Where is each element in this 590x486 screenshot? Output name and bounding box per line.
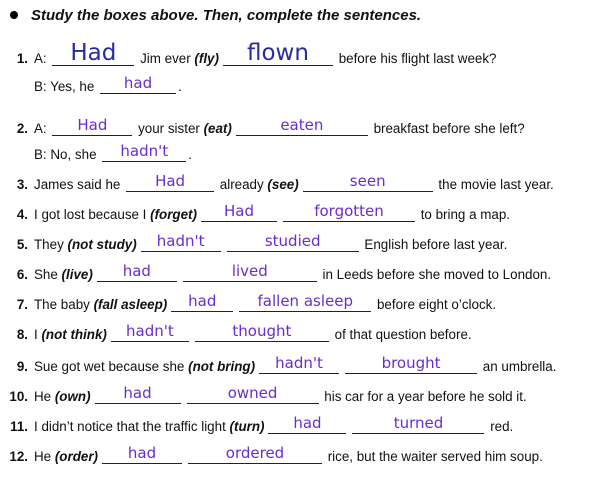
verb-hint: (not study) — [67, 237, 137, 252]
exercise-5 — [8, 232, 584, 252]
item-number: 1. — [16, 51, 28, 66]
exercise-12 — [8, 444, 584, 464]
answer-text: seen — [349, 172, 386, 190]
answer-blank[interactable] — [171, 292, 233, 312]
answer-blank[interactable] — [352, 414, 484, 434]
answer-blank[interactable] — [236, 116, 368, 136]
answer-text: Had — [70, 40, 117, 66]
answer-blank[interactable] — [102, 444, 182, 464]
answer-blank[interactable] — [102, 142, 186, 162]
sentence-text: to bring a map. — [416, 207, 511, 222]
verb-hint: (order) — [54, 449, 98, 464]
sentence-text: red. — [486, 419, 514, 434]
verb-hint: (see) — [267, 177, 299, 192]
answer-blank[interactable] — [345, 354, 477, 374]
answer-blank[interactable] — [201, 202, 277, 222]
answer-text: Had — [223, 202, 254, 220]
answer-text: flown — [246, 40, 309, 66]
item-number: 2. — [16, 121, 28, 136]
answer-blank[interactable] — [95, 384, 181, 404]
answer-text: Had — [155, 172, 186, 190]
sentence-text: . — [188, 147, 192, 162]
sentence-text: The baby — [34, 297, 94, 312]
answer-blank[interactable] — [239, 292, 371, 312]
sentence-text: James said he — [34, 177, 125, 192]
answer-blank[interactable] — [188, 444, 322, 464]
answer-text: owned — [227, 384, 278, 402]
item-number: 4. — [16, 207, 28, 222]
answer-text: fallen asleep — [257, 292, 353, 310]
answer-text: had — [123, 74, 153, 92]
answer-blank[interactable] — [259, 354, 339, 374]
answer-text: had — [188, 292, 217, 310]
bullet-icon — [10, 11, 18, 19]
answer-text: forgotten — [314, 202, 384, 220]
answer-text: studied — [264, 232, 321, 250]
exercise-10 — [8, 384, 584, 404]
verb-hint: (not think) — [41, 327, 107, 342]
item-number: 9. — [16, 359, 28, 374]
sentence-text: I got lost because I — [34, 207, 151, 222]
answer-text: ordered — [225, 444, 285, 462]
item-number: 8. — [16, 327, 28, 342]
sentence-text: his car for a year before he sold it. — [320, 389, 527, 404]
sentence-text: the movie last year. — [434, 177, 554, 192]
instruction-text: Study the boxes above. Then, complete the sentences. — [31, 6, 422, 24]
item-number: 7. — [16, 297, 28, 312]
answer-text: lived — [231, 262, 268, 280]
answer-blank[interactable] — [111, 322, 189, 342]
exercise-7 — [8, 292, 584, 312]
item-number: 6. — [16, 267, 28, 282]
sentence-text: I didn’t notice that the traffic light — [34, 419, 230, 434]
answer-text: hadn't — [126, 322, 174, 340]
exercise-8 — [8, 322, 584, 342]
answer-blank[interactable] — [223, 40, 333, 66]
item-number: 10. — [9, 389, 28, 404]
sentence-text: Jim ever — [136, 51, 195, 66]
sentence-text: English before last year. — [360, 237, 508, 252]
exercise-1a — [8, 40, 584, 66]
exercise-1b — [8, 74, 584, 94]
verb-hint: (eat) — [203, 121, 232, 136]
answer-text: Had — [77, 116, 108, 134]
exercise-4 — [8, 202, 584, 222]
answer-blank[interactable] — [126, 172, 214, 192]
answer-text: had — [122, 262, 151, 280]
sentence-text: He — [34, 449, 55, 464]
answer-text: eaten — [280, 116, 324, 134]
answer-text: hadn't — [156, 232, 205, 250]
answer-blank[interactable] — [227, 232, 359, 252]
verb-hint: (fly) — [194, 51, 219, 66]
answer-text: brought — [381, 354, 441, 372]
answer-blank[interactable] — [283, 202, 415, 222]
verb-hint: (own) — [54, 389, 91, 404]
answer-blank[interactable] — [195, 322, 329, 342]
answer-blank[interactable] — [52, 116, 132, 136]
sentence-text: rice, but the waiter served him soup. — [324, 449, 543, 464]
speaker-a: A: — [34, 51, 51, 66]
answer-text: had — [127, 444, 157, 462]
answer-blank[interactable] — [187, 384, 319, 404]
sentence-text: in Leeds before she moved to London. — [318, 267, 552, 282]
answer-text: hadn't — [120, 142, 169, 160]
speaker-b: B: Yes, he — [34, 79, 99, 94]
exercise-9 — [8, 354, 584, 374]
exercise-2a — [8, 116, 584, 136]
answer-blank[interactable] — [100, 74, 176, 94]
answer-text: had — [123, 384, 152, 402]
sentence-text: I — [34, 327, 42, 342]
item-number: 11. — [10, 419, 28, 434]
answer-blank[interactable] — [141, 232, 221, 252]
answer-text: thought — [232, 322, 292, 340]
exercise-2b — [8, 142, 584, 162]
speaker-b: B: No, she — [34, 147, 101, 162]
sentence-text: before eight o’clock. — [373, 297, 497, 312]
answer-blank[interactable] — [303, 172, 433, 192]
exercise-3 — [8, 172, 584, 192]
sentence-text: They — [34, 237, 68, 252]
sentence-text: She — [34, 267, 62, 282]
verb-hint: (not bring) — [188, 359, 256, 374]
sentence-text: before his flight last week? — [334, 51, 497, 66]
answer-text: hadn't — [275, 354, 323, 372]
exercise-11 — [8, 414, 584, 434]
item-number: 12. — [9, 449, 28, 464]
sentence-text: already — [216, 177, 268, 192]
sentence-text: . — [178, 79, 182, 94]
answer-blank[interactable] — [52, 40, 134, 66]
verb-hint: (live) — [61, 267, 93, 282]
sentence-text: breakfast before she left? — [369, 121, 525, 136]
exercise-6 — [8, 262, 584, 282]
verb-hint: (turn) — [229, 419, 265, 434]
verb-hint: (fall asleep) — [93, 297, 168, 312]
item-number: 3. — [16, 177, 28, 192]
answer-blank[interactable] — [97, 262, 177, 282]
sentence-text: He — [34, 389, 55, 404]
answer-blank[interactable] — [268, 414, 346, 434]
answer-text: turned — [393, 414, 444, 432]
answer-blank[interactable] — [183, 262, 317, 282]
sentence-text: an umbrella. — [479, 359, 557, 374]
instruction-header — [10, 4, 421, 26]
item-number: 5. — [16, 237, 28, 252]
sentence-text: Sue got wet because she — [34, 359, 189, 374]
speaker-a: A: — [34, 121, 51, 136]
verb-hint: (forget) — [150, 207, 197, 222]
sentence-text: your sister — [134, 121, 204, 136]
sentence-text: of that question before. — [330, 327, 472, 342]
answer-text: had — [293, 414, 322, 432]
